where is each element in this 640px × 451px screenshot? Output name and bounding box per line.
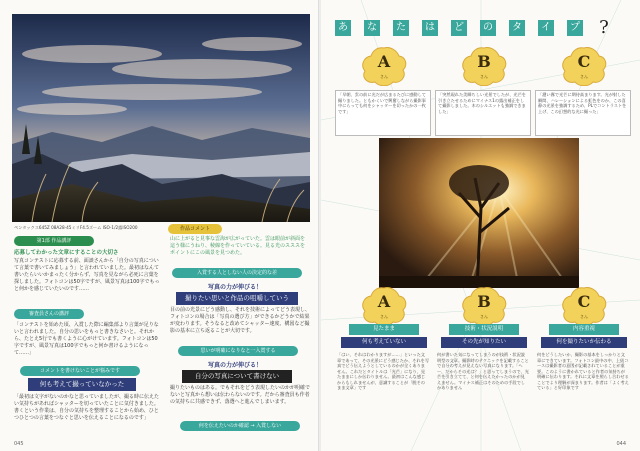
- result-letter: A: [377, 292, 391, 311]
- result-category-label: 見たまま: [349, 324, 419, 335]
- headline-banner-1: 何も考えて撮っていなかった: [28, 378, 136, 391]
- result-honorific: さん: [380, 314, 388, 319]
- quote-heading-2: 写真の力が伸びる！: [207, 362, 262, 369]
- type-honorific: さん: [380, 74, 388, 79]
- title-char: プ: [567, 20, 583, 36]
- section-tag: 第1部 作品講評: [14, 236, 94, 246]
- result-letter: B: [477, 292, 491, 311]
- title-char: ?: [599, 17, 609, 38]
- result-explanation: 何をどうしたいか、撮影の基本をしっかりと文章にできています。フォトコン最中の中、上級コースは撮影者の意図が記載されていることが重要。このように書かれていると作者の気持ちが明確に伝わります。それに文章を照らし合わせることでより理解が深まります。作者は「よく考えている」と好印象です: [537, 352, 629, 390]
- title-char: タ: [509, 20, 525, 36]
- page-number-right: 044: [616, 441, 626, 447]
- result-letter: C: [577, 292, 591, 311]
- result-verdict: 何も考えていない: [341, 337, 427, 348]
- headline-banner-2: 撮りたい思いと作品の咀嚼していう: [176, 292, 298, 305]
- photo-caption: ペンタックス645Z 08A28-45ミリF4.5ズーム ISO-1/2露ISO200: [14, 225, 138, 230]
- result-explanation: 「はい、それはわかりますが……」といった文章であって、その光景にどう感じたか、それを写真でどう伝えようとしているのかが全くありません。これだとタイトルは「光芒」になり、見たままにしか伝わりません。最初はこんな感じからもしれませんが、意識することが「脱そのまま文章」です: [337, 352, 430, 390]
- backlit-tree-photo: [379, 138, 579, 288]
- body-paragraph-2: 「コンテストを始めた頃、入賞した際に編集部より言葉が足りないと言われました。自分の思いをもっと書きなさいと。それから、たとえ5行でも書くように心がけています。フォトコンは50字ですが、風景写真は100字でもっと何か書けるようになって……」: [14, 322, 159, 356]
- headline-banner-3: 自分の写真について書けない: [182, 370, 292, 383]
- type-quote-text: 「早朝、雲の前に光だが広まるたびに感動して撮りました。ともかくいで興奮しながら撮影事中にらっても何をシャッターを切ったかの一枚です」: [338, 92, 426, 114]
- title-char: は: [422, 20, 438, 36]
- clarity-tag: 思いが明確になりなと一入賞する: [178, 346, 298, 356]
- type-letter: B: [477, 52, 491, 71]
- result-honorific: さん: [580, 314, 588, 319]
- comment-intro: 山に上がると見事な雲海が広がっていた。雲は眼前が斜面を這う様にうねり、稜線を作っていている。見る光のスススをポイントにこの風景を見つめた。: [170, 236, 306, 256]
- judge-comment-tag: 審査員さんの講評: [14, 309, 84, 319]
- result-honorific: さん: [480, 314, 488, 319]
- worry-tag: コメントを書けないことが悩みです: [20, 366, 140, 376]
- type-quote-text: 「突然現れた美瞬ちしい光景でしたが、光芒を引き立たせるためにマイナス1の露出補正をして撮影しました。木のシルエットも強調できました」: [438, 92, 526, 114]
- title-char: た: [393, 20, 409, 36]
- quote-heading-1: 写真の力が伸びる！: [207, 284, 262, 291]
- left-page: [0, 0, 319, 451]
- result-category-label: 内容重視: [549, 324, 619, 335]
- title-char: ど: [451, 20, 467, 36]
- body-paragraph-5: 撮りたいものはある。でもそれをどう表現したいのかが明確でないと写真から想いは伝わらないのです。だから審査員も作者の気持ちに共感できず、落選へと進んでしまいます。: [170, 385, 311, 405]
- result-verdict: その先が知りたい: [441, 337, 527, 348]
- title-char: あ: [335, 20, 351, 36]
- right-page: [321, 0, 640, 451]
- type-honorific: さん: [580, 74, 588, 79]
- result-explanation: 何が書いた気になってしまうのが技術・状況説明型の文章。撮影時のテクニックを記載することで自分の考えが見えない写真になります。「へー、だからその光は？」と思ってしまうので、光芒を引き立てて、と何を伝えたかったのかが見えません。マイナス補正はそのための手段でしかありません: [437, 352, 529, 390]
- page-number-left: 045: [14, 441, 24, 447]
- type-quote-text: 「濃い霧で光芒に期待高まります。光が射した瞬間、ハレーションによる虹色をのか、この喜静の光景を強調するため、PLでコントラストを上げ、この幻想的な光に撮った」: [538, 92, 627, 114]
- title-char: イ: [538, 20, 554, 36]
- difference-tag: 入賞する人としない人の決定的な差: [172, 268, 302, 278]
- result-category-label: 技術・状況説明: [449, 324, 519, 335]
- title-char: の: [480, 20, 496, 36]
- body-paragraph-1: 写真コンテストに応募する前、面談さんから「自分の写真について言葉で書いてみましょう」と言われていました。最初はなんて書いたらいいかまったく分からず、写真を見ながら必死に言葉を探しました。フォトコンは50字ですが、風景写真は100字でもっと何かを感じていたいのです……: [14, 258, 160, 292]
- body-paragraph-4: 目の前の光景にどう感動し、それを技術によってどう表現し、フォトコンの場合は「写真の選び方」ができるかどうかで結果が変わります。そうなると改めてシャッター速度、構図など撮影の基本に立ち返ることが大切です。: [170, 307, 311, 334]
- green-heading: 応募してわかった文章にすることの大切さ: [14, 250, 119, 256]
- type-letter: A: [377, 52, 391, 71]
- result-verdict: 何を撮りたいか伝わる: [541, 337, 627, 348]
- conclusion-tag: 何を伝えたいのか確認 → 入賞しない: [180, 421, 300, 431]
- comment-tag: 作品コメント: [168, 224, 222, 234]
- type-letter: C: [577, 52, 591, 71]
- body-paragraph-3: 「最初は文字がないのかなと思っていましたが、撮る時に伝えたい気持ちがあればシャッターを切っていたことに気付きました。書くという作業は、自分の気持ちを整理することから始め、ひとつひとつの言葉をつなぐと思いを伝えることになるのです」: [14, 394, 160, 421]
- title-char: な: [364, 20, 380, 36]
- landscape-photo: [12, 14, 310, 222]
- type-honorific: さん: [480, 74, 488, 79]
